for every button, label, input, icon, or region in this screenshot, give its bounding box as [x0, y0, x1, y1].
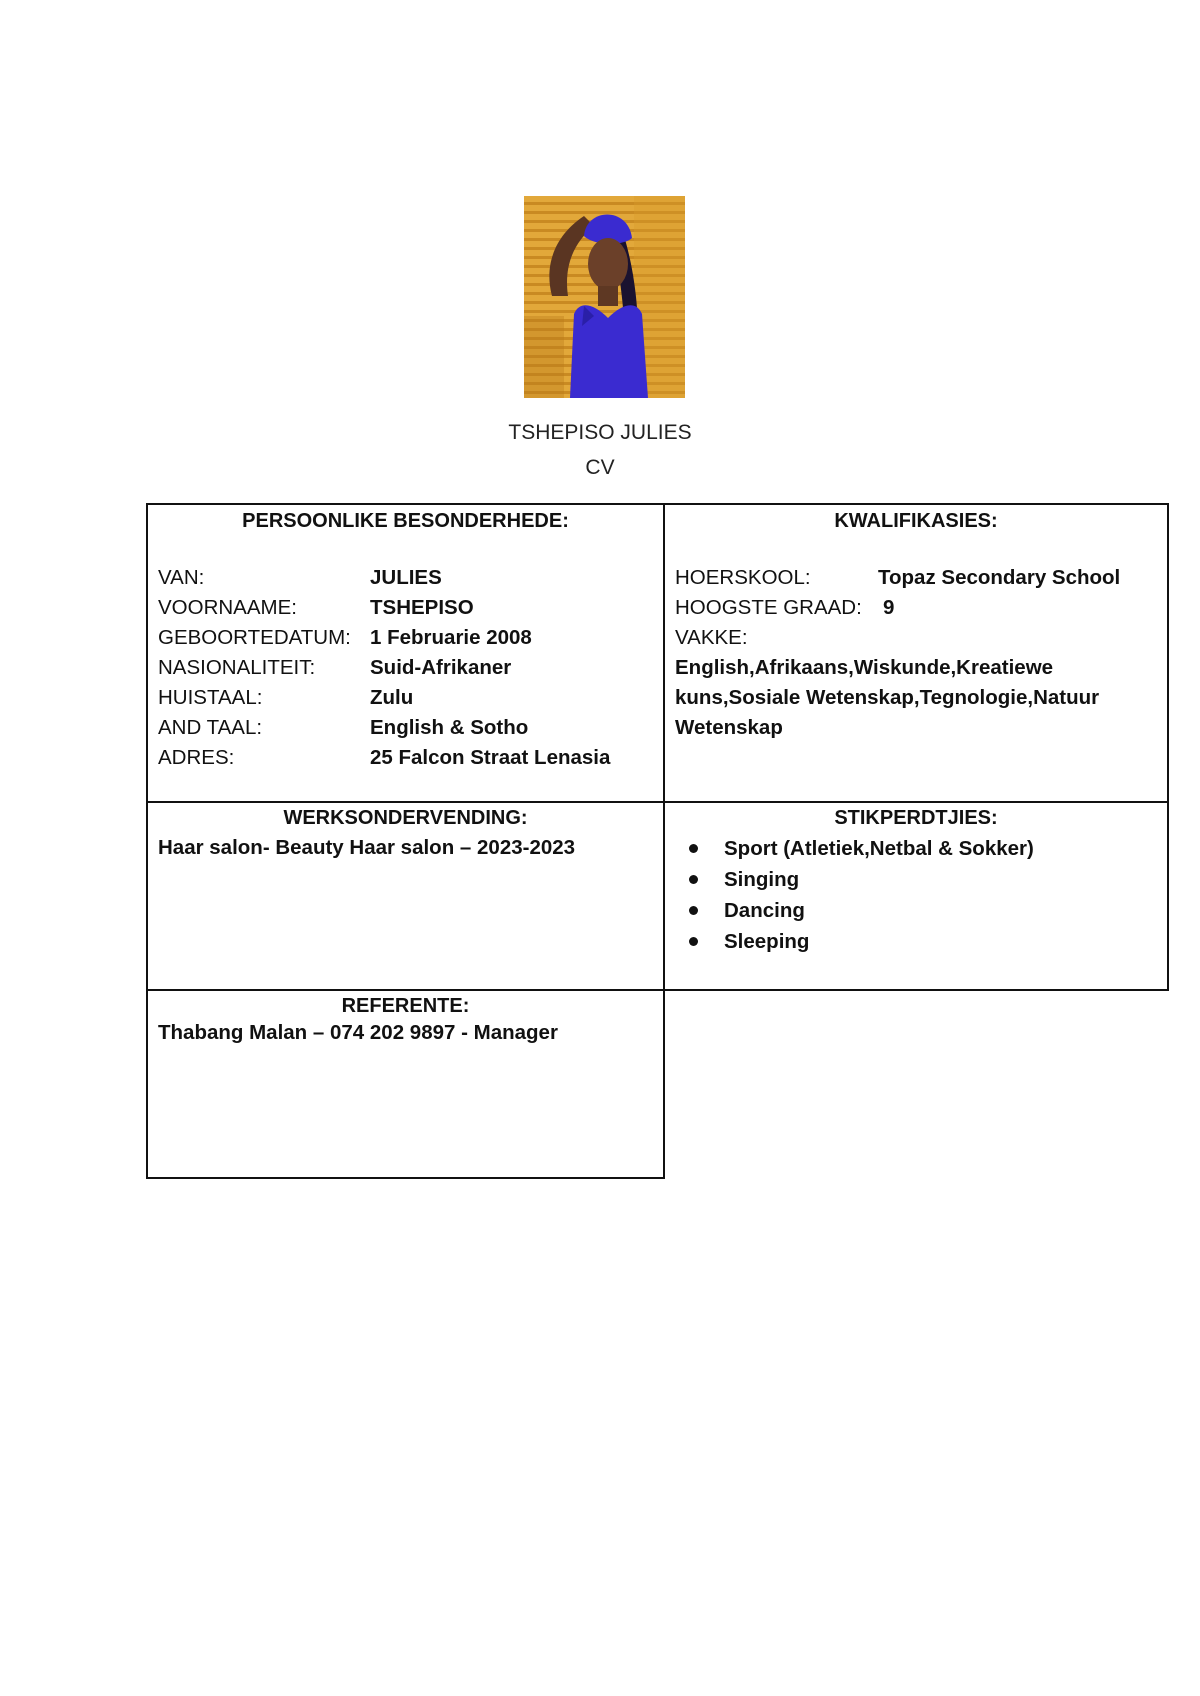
references-section [148, 991, 663, 1177]
hobby-text: Singing [724, 868, 800, 891]
personal-row-other-languages [158, 713, 610, 743]
other-languages-value: English & Sotho [370, 716, 529, 739]
subjects-label: VAKKE: [675, 626, 748, 649]
personal-details-section [148, 505, 663, 801]
bullet-icon [689, 875, 698, 884]
work-experience-entry: Haar salon- Beauty Haar salon – 2023-2023 [158, 836, 576, 859]
personal-row-nationality [158, 653, 610, 683]
hobby-text: Dancing [724, 899, 805, 922]
bullet-icon [689, 906, 698, 915]
personal-row-surname [158, 563, 610, 593]
personal-row-first-names [158, 593, 610, 623]
subjects-line: English,Afrikaans,Wiskunde,Kreatiewe [675, 656, 1054, 679]
surname-value: JULIES [370, 566, 442, 589]
hobby-item [675, 926, 1034, 957]
school-label: HOERSKOOL: [675, 566, 811, 589]
hobby-item [675, 833, 1034, 864]
bullet-icon [689, 844, 698, 853]
birthdate-label: GEBOORTEDATUM: [158, 626, 351, 649]
first-names-label: VOORNAAME: [158, 596, 297, 619]
hobby-text: Sport (Atletiek,Netbal & Sokker) [724, 837, 1034, 860]
surname-label: VAN: [158, 566, 205, 589]
school-row [675, 563, 1120, 593]
subjects-line: Wetenskap [675, 716, 783, 739]
address-label: ADRES: [158, 746, 235, 769]
document-title: CV [585, 456, 615, 479]
nationality-label: NASIONALITEIT: [158, 656, 316, 679]
profile-photo [524, 196, 685, 398]
hobbies-section [665, 803, 1167, 989]
first-names-value: TSHEPISO [370, 596, 474, 619]
grade-value: 9 [883, 596, 895, 619]
reference-entry: Thabang Malan – 074 202 9897 - Manager [158, 1021, 558, 1044]
grade-row [675, 593, 1120, 623]
profile-photo-illustration [524, 196, 685, 398]
home-language-label: HUISTAAL: [158, 686, 263, 709]
hobbies-heading: STIKPERDTJIES: [834, 807, 998, 829]
personal-row-home-language [158, 683, 610, 713]
grade-label: HOOGSTE GRAAD: [675, 596, 862, 619]
hobbies-list [675, 833, 1034, 957]
qualifications-heading: KWALIFIKASIES: [834, 510, 998, 532]
personal-row-birthdate [158, 623, 610, 653]
bullet-icon [689, 937, 698, 946]
table-border-bottom [146, 1177, 665, 1179]
birthdate-value: 1 Februarie 2008 [370, 626, 532, 649]
address-value: 25 Falcon Straat Lenasia [370, 746, 611, 769]
hobby-text: Sleeping [724, 930, 810, 953]
personal-row-address [158, 743, 610, 773]
subjects-line: kuns,Sosiale Wetenskap,Tegnologie,Natuur [675, 686, 1100, 709]
candidate-name: TSHEPISO JULIES [508, 421, 692, 444]
hobby-item [675, 895, 1034, 926]
other-languages-label: AND TAAL: [158, 716, 263, 739]
nationality-value: Suid-Afrikaner [370, 656, 512, 679]
qualifications-section [665, 505, 1167, 801]
school-value: Topaz Secondary School [878, 566, 1121, 589]
personal-details-heading: PERSOONLIKE BESONDERHEDE: [242, 510, 569, 532]
hobby-item [675, 864, 1034, 895]
work-experience-heading: WERKSONDERVENDING: [283, 807, 528, 829]
work-experience-section [148, 803, 663, 989]
references-heading: REFERENTE: [341, 995, 470, 1017]
home-language-value: Zulu [370, 686, 414, 709]
table-border-right [1167, 503, 1169, 991]
